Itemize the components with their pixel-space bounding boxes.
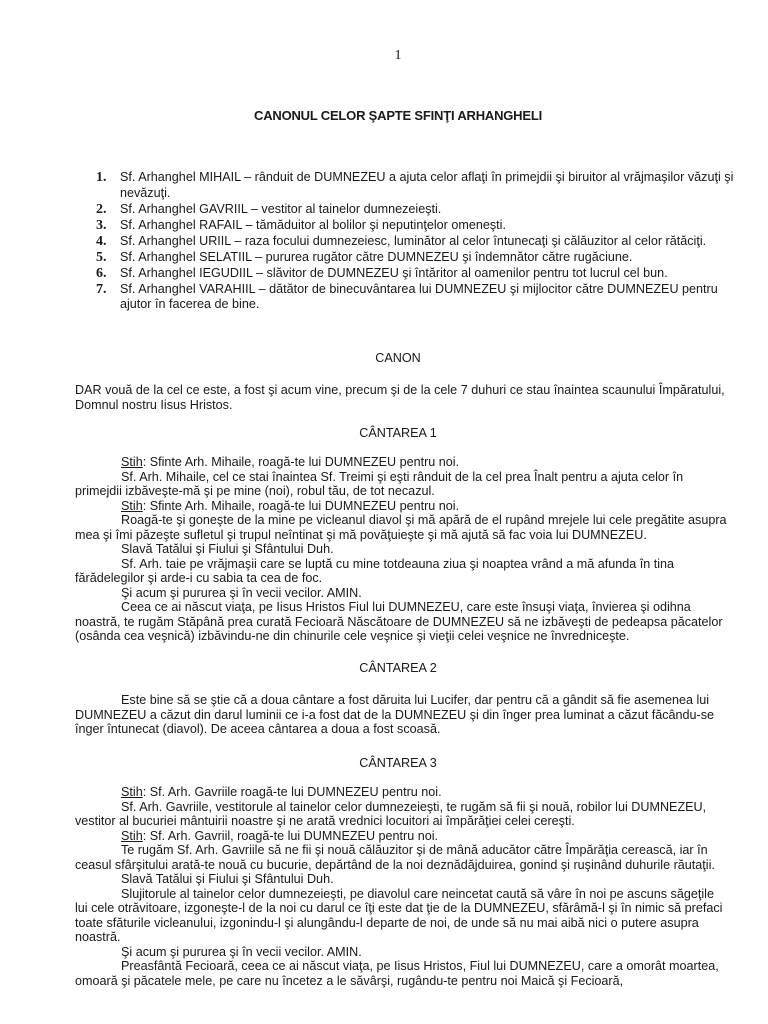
cantarea-3-heading: CÂNTAREA 3 [359, 756, 437, 770]
stih-label: Stih [121, 455, 143, 469]
stih-line [75, 455, 727, 470]
archangel-item [96, 266, 736, 282]
list-number: 4. [96, 233, 107, 249]
archangel-item [96, 202, 736, 218]
stih-text: : Sf. Arh. Gavriil, roagă-te lui DUMNEZEU pentru noi. [142, 828, 439, 843]
archangel-item [96, 250, 736, 266]
paragraph: Sf. Arh. Mihaile, cel ce stai înaintea Sf. Treimi şi eşti rânduit de la cel prea Înalt pentru a ajuta celor în primejdii izbăveşte-mă şi pe mine (noi), robul tău, de tot necazul. [75, 469, 684, 498]
stih-text: : Sfinte Arh. Mihaile, roagă-te lui DUMNEZEU pentru noi. [142, 498, 460, 513]
archangel-item [96, 218, 736, 234]
stih-label: Stih [121, 785, 143, 799]
list-number: 2. [96, 201, 107, 217]
archangel-text: Sf. Arhanghel GAVRIIL – vestitor al tainelor dumnezeieşti. [120, 201, 442, 216]
doxology: Slavă Tatălui şi Fiului şi Sfântului Duh. [121, 542, 334, 556]
list-number: 6. [96, 265, 107, 281]
list-number: 5. [96, 249, 107, 265]
canon-intro-text: DAR vouă de la cel ce este, a fost şi acum vine, precum şi de la cele 7 duhuri ce stau înaintea scaunului Împăratului, Domnul nostru Iisus Hristos. [75, 383, 725, 412]
paragraph: Ceea ce ai născut viaţa, pe Iisus Hristos Fiul lui DUMNEZEU, care este însuşi viaţa, învierea şi odihna noastră, te rugăm Stăpână prea curată Fecioară Născătoare de DUMNEZEU să ne izbăveşti de pedeapsa păcatelor (osânda cea veşnică) izbăvindu-ne din chinurile cele veşnice şi vieţii celei veşnice ne învredniceşte. [75, 600, 723, 643]
stih-text: : Sfinte Arh. Mihaile, roagă-te lui DUMNEZEU pentru noi. [142, 455, 460, 469]
archangel-list [96, 170, 736, 313]
archangel-item [96, 234, 736, 250]
stih-line [75, 829, 727, 844]
cantarea-2-heading: CÂNTAREA 2 [359, 661, 437, 675]
canon-heading: CANON [375, 351, 421, 365]
archangel-text: Sf. Arhanghel MIHAIL – rânduit de DUMNEZEU a ajuta celor aflaţi în primejdii şi biruitor al vrăjmaşilor văzuţi şi nevăzuţi. [120, 170, 734, 200]
paragraph: Sf. Arh. taie pe vrăjmaşii care se luptă cu mine totdeauna ziua şi noaptea vrând a mă afunda în tina fărădelegilor şi arde-i cu sabia ta cea de foc. [75, 556, 675, 585]
cantarea-3-body [75, 785, 727, 988]
list-number: 7. [96, 281, 107, 297]
list-number: 3. [96, 217, 107, 233]
archangel-text: Sf. Arhanghel VARAHIIL – dătător de binecuvântarea lui DUMNEZEU şi mijlocitor către DUMNEZEU pentru ajutor în facerea de bine. [120, 281, 718, 311]
stih-line [75, 499, 727, 514]
cantarea-2-body [75, 693, 727, 737]
archangel-text: Sf. Arhanghel SELATIIL – pururea rugător către DUMNEZEU şi îndemnător către rugăciune. [120, 249, 633, 264]
list-number: 1. [96, 170, 107, 185]
stih-text: : Sf. Arh. Gavriile roagă-te lui DUMNEZEU pentru noi. [142, 785, 442, 799]
paragraph: Slujitorule al tainelor celor dumnezeieşti, pe diavolul care neincetat caută să vâre în noi pe ascuns săgeţile lui cele otrăvitoare, izgoneşte-l de la noi cu darul ce îţi este dat ţie de la DUMNEZEU, sfărâmă-l şi în nimic să prefaci toate sfăturile vicleanului, izgonindu-l şi alungându-l departe de noi, de unde să nu mai aibă nici o putere asupra noastră. [75, 886, 723, 944]
stih-label: Stih [121, 498, 143, 513]
document-title: CANONUL CELOR ŞAPTE SFINŢI ARHANGHELI [254, 108, 542, 123]
paragraph: Preasfântă Fecioară, ceea ce ai născut viaţa, pe Iisus Hristos, Fiul lui DUMNEZEU, care a omorât moartea, omoară şi păcatele mele, pe care nu încetez a le săvârşi, rugându-te pentru noi Maică şi Fecioară, [75, 959, 719, 988]
archangel-text: Sf. Arhanghel IEGUDIIL – slăvitor de DUMNEZEU şi întăritor al oamenilor pentru tot lucrul cel bun. [120, 265, 668, 280]
archangel-item [96, 170, 736, 201]
stih-label: Stih [121, 828, 143, 843]
archangel-item [96, 282, 736, 313]
doxology: Slavă Tatălui şi Fiului şi Sfântului Duh. [121, 872, 334, 886]
amin-line: Şi acum şi pururea şi în vecii vecilor. AMIN. [121, 944, 362, 959]
archangel-text: Sf. Arhanghel URIIL – raza focului dumnezeiesc, luminător al celor întunecaţi şi călăuzitor al celor rătăciţi. [120, 233, 707, 248]
cantarea-1-body [75, 455, 727, 644]
paragraph: Sf. Arh. Gavriile, vestitorule al tainelor celor dumnezeieşti, te rugăm să fii şi nouă, robilor lui DUMNEZEU, vestitor al bucuriei mântuirii noastre şi ne arată vrednici locuitori ai împărăţiei celei cereşti. [75, 799, 707, 828]
paragraph: Te rugăm Sf. Arh. Gavriile să ne fii şi nouă călăuzitor şi de mână aducător către Împărăţia cerească, iar în ceasul sfârşitului arată-te nouă cu bucurie, depărtând de la noi deznădăjduirea, gonind şi ruşinând duhurile răutaţii. [75, 843, 715, 872]
cantarea-1-heading: CÂNTAREA 1 [359, 426, 437, 440]
amin-line: Şi acum şi pururea şi în vecii vecilor. AMIN. [121, 585, 362, 600]
canon-intro [75, 383, 727, 412]
paragraph: Roagă-te şi goneşte de la mine pe vicleanul diavol şi mă apără de el rupând mrejele lui cele pregătite asupra mea şi îmi păzeşte sufletul şi trupul neîntinat şi mă povăţuieşte şi mă ajută să fac voia lui DUMNEZEU. [75, 513, 727, 542]
stih-line [75, 785, 727, 800]
paragraph: Este bine să se ştie că a doua cântare a fost dăruita lui Lucifer, dar pentru că a gândit să fie asemenea lui DUMNEZEU a căzut din darul luminii ce i-a fost dat de la DUMNEZEU şi din înger prea luminat a căzut făcându-se înger întunecat (diavol). De aceea cântarea a doua a fost scoasă. [75, 693, 715, 736]
page-number: 1 [394, 48, 402, 63]
archangel-text: Sf. Arhanghel RAFAIL – tămăduitor al bolilor şi neputinţelor omeneşti. [120, 217, 506, 232]
